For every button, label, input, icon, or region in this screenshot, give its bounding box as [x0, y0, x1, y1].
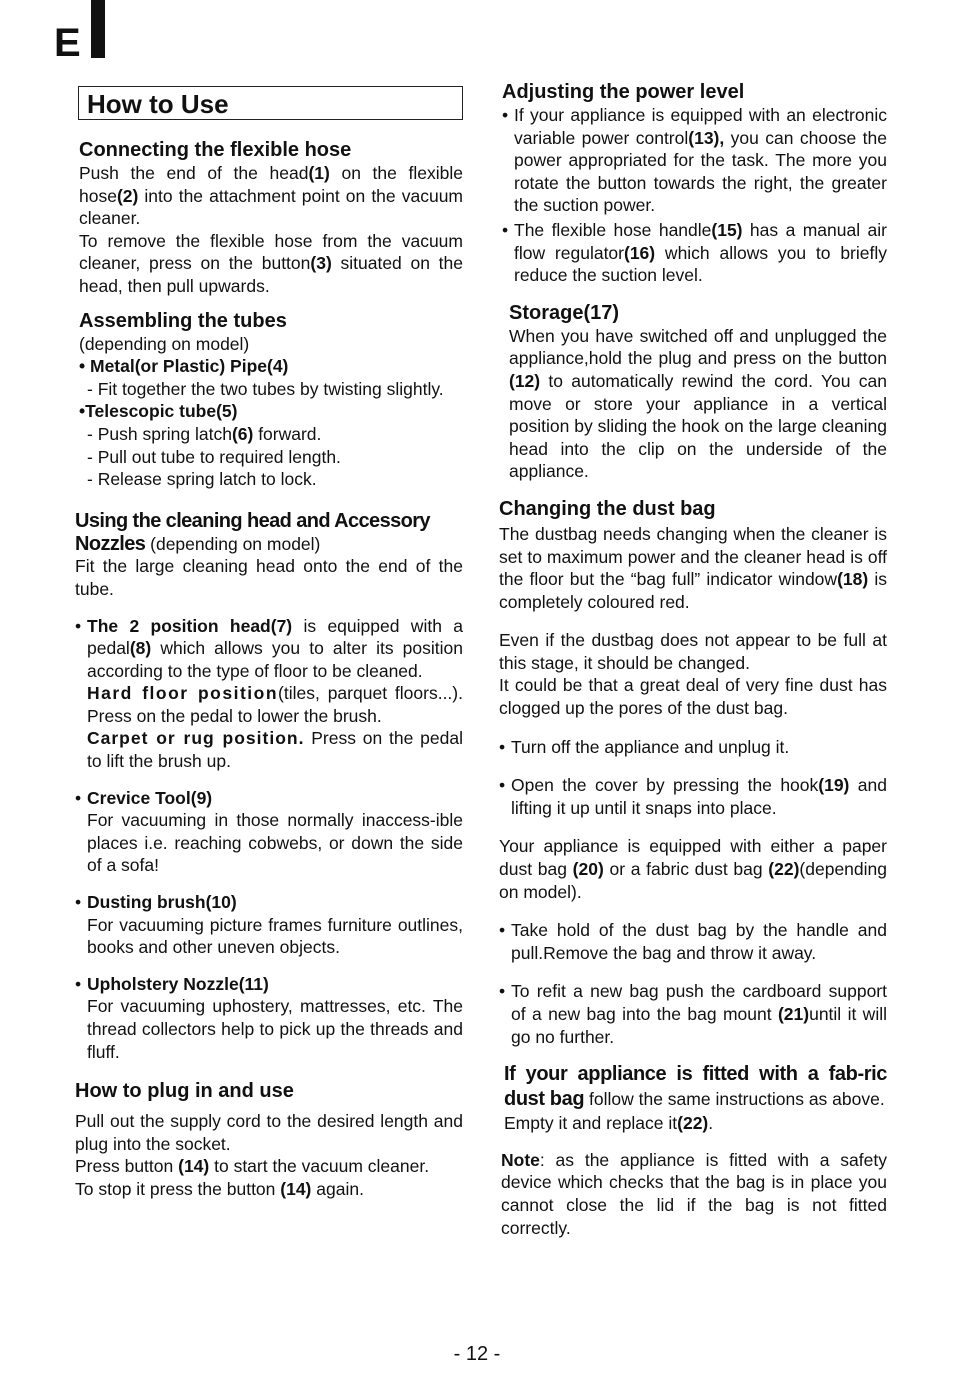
section-plug-in: [75, 1079, 463, 1200]
section-assembling-tubes: [75, 309, 463, 491]
section-heading: Adjusting the power level: [502, 81, 745, 103]
list-item-crevice-tool: • Crevice Tool(9) For vacuuming in those normally inaccess-ible places i.e. reaching cobwebs, or down the side of a sofa!: [75, 787, 463, 876]
telescopic-step-3: - Release spring latch to lock.: [87, 469, 317, 490]
dustbag-paragraph-4: Your appliance is equipped with either a paper dust bag (20) or a fabric dust bag (22)(depending on model).: [499, 836, 887, 902]
list-item-dusting-brush: • Dusting brush(10) For vacuuming picture frames furniture outlines, books and other uneven objects.: [75, 892, 463, 958]
title-box: [78, 86, 463, 120]
section-heading: Using the cleaning head and Accessory: [75, 509, 430, 532]
section-fabric-bag: [499, 1062, 887, 1135]
section-storage: [499, 301, 887, 483]
dustbag-paragraph-1: The dustbag needs changing when the cleaner is set to maximum power and the cleaner head is off the floor but the “bag full” indicator window(18) is completely coloured red.: [499, 523, 888, 612]
storage-paragraph: When you have switched off and unplugged the appliance,hold the plug and press on the button (12) to automatically rewind the cord. You can move or store your appliance in a vertical position by sliding the hook on the large cleaning head into the clip on the underside of the appliance.: [509, 325, 887, 482]
carpet-text: Carpet or rug position. Press on the pedal to lift the brush up.: [87, 728, 463, 772]
section-heading: Assembling the tubes: [79, 309, 287, 332]
hose-paragraph-2: To remove the flexible hose from the vacuum cleaner, press on the button(3) situated on the head, then pull upwards.: [79, 230, 464, 296]
plug-paragraph-1: Pull out the supply cord to the desired length and plug into the socket.: [75, 1111, 463, 1154]
hose-paragraph-1: Push the end of the head(1) on the flexible hose(2) into the attachment point on the vacuum cleaner.: [79, 163, 463, 229]
section-heading: Storage(17): [509, 301, 620, 324]
list-item-power-control: • If your appliance is equipped with an electronic variable power control(13), you can choose the power appropriated for the task. The more you rotate the button towards the right, the greater the suction power.: [502, 105, 888, 216]
plug-paragraph-3: To stop it press the button (14) again.: [75, 1178, 364, 1199]
section-connecting-hose: [75, 138, 463, 298]
page-title: How to Use: [87, 89, 229, 119]
telescopic-step-2: - Pull out tube to required length.: [87, 446, 341, 467]
list-item-refit-bag: • To refit a new bag push the cardboard support of a new bag into the bag mount (21)until it will go no further.: [499, 981, 887, 1047]
telescopic-label: •Telescopic tube(5): [79, 401, 238, 422]
plug-paragraph-2: Press button (14) to start the vacuum cleaner.: [75, 1156, 430, 1177]
section-heading: Changing the dust bag: [499, 497, 716, 520]
section-accessory-nozzles: [75, 509, 463, 1063]
page-number: - 12 -: [453, 1343, 501, 1365]
list-item-remove-bag: • Take hold of the dust bag by the handle and pull.Remove the bag and throw it away.: [499, 920, 887, 963]
nozzles-heading-line-2: Nozzles (depending on model): [75, 532, 321, 555]
dustbag-paragraph-3: It could be that a great deal of very fine dust has clogged up the pores of the dust bag.: [499, 675, 887, 719]
note-paragraph: Note: as the appliance is fitted with a safety device which checks that the bag is in place you cannot close the lid if the bag is not fitted correctly.: [501, 1149, 887, 1238]
metal-pipe-text: - Fit together the two tubes by twisting slightly.: [87, 378, 444, 399]
nozzles-intro: Fit the large cleaning head onto the end of the tube.: [75, 556, 463, 599]
section-dust-bag: [499, 497, 887, 1048]
language-marker-bar: [91, 0, 105, 58]
right-column: [499, 80, 887, 1239]
list-item-upholstery-nozzle: • Upholstery Nozzle(11) For vacuuming uphostery, mattresses, etc. The thread collectors help to pick up the threads and fluff.: [75, 973, 463, 1062]
left-column: [75, 86, 463, 1201]
list-item-air-flow: • The flexible hose handle(15) has a manual air flow regulator(16) which allows you to briefly reduce the suction level.: [502, 219, 887, 286]
metal-pipe-label: • Metal(or Plastic) Pipe(4): [79, 356, 289, 377]
section-power-level: [499, 80, 887, 287]
tubes-note: (depending on model): [79, 333, 250, 354]
hard-floor-text: Hard floor position(tiles, parquet floors...). Press on the pedal to lower the brush.: [87, 683, 463, 726]
list-item-open-cover: • Open the cover by pressing the hook(19) and lifting it up until it snaps into place.: [499, 775, 887, 818]
list-item-position-head: • The 2 position head(7) is equipped with a pedal(8) which allows you to alter its position according to the type of floor to be cleaned. Hard floor position(tiles, parquet floors...). Press on the pedal to lower the brush. Carpet or rug position. Press on the pedal to lift the brush up.: [75, 615, 463, 772]
dustbag-paragraph-2: Even if the dustbag does not appear to be full at this stage, it should be changed.: [499, 630, 887, 673]
section-note: [499, 1149, 887, 1239]
fabric-bag-paragraph: If your appliance is fitted with a fab-ric dust bag follow the same instructions as above.: [504, 1063, 887, 1111]
section-heading: Connecting the flexible hose: [79, 139, 352, 161]
language-marker: E: [54, 21, 81, 65]
list-item-turn-off: • Turn off the appliance and unplug it.: [499, 736, 790, 757]
fabric-bag-paragraph-2: Empty it and replace it(22).: [504, 1113, 714, 1134]
telescopic-step-1: - Push spring latch(6) forward.: [87, 423, 322, 444]
section-heading: How to plug in and use: [75, 1080, 294, 1103]
